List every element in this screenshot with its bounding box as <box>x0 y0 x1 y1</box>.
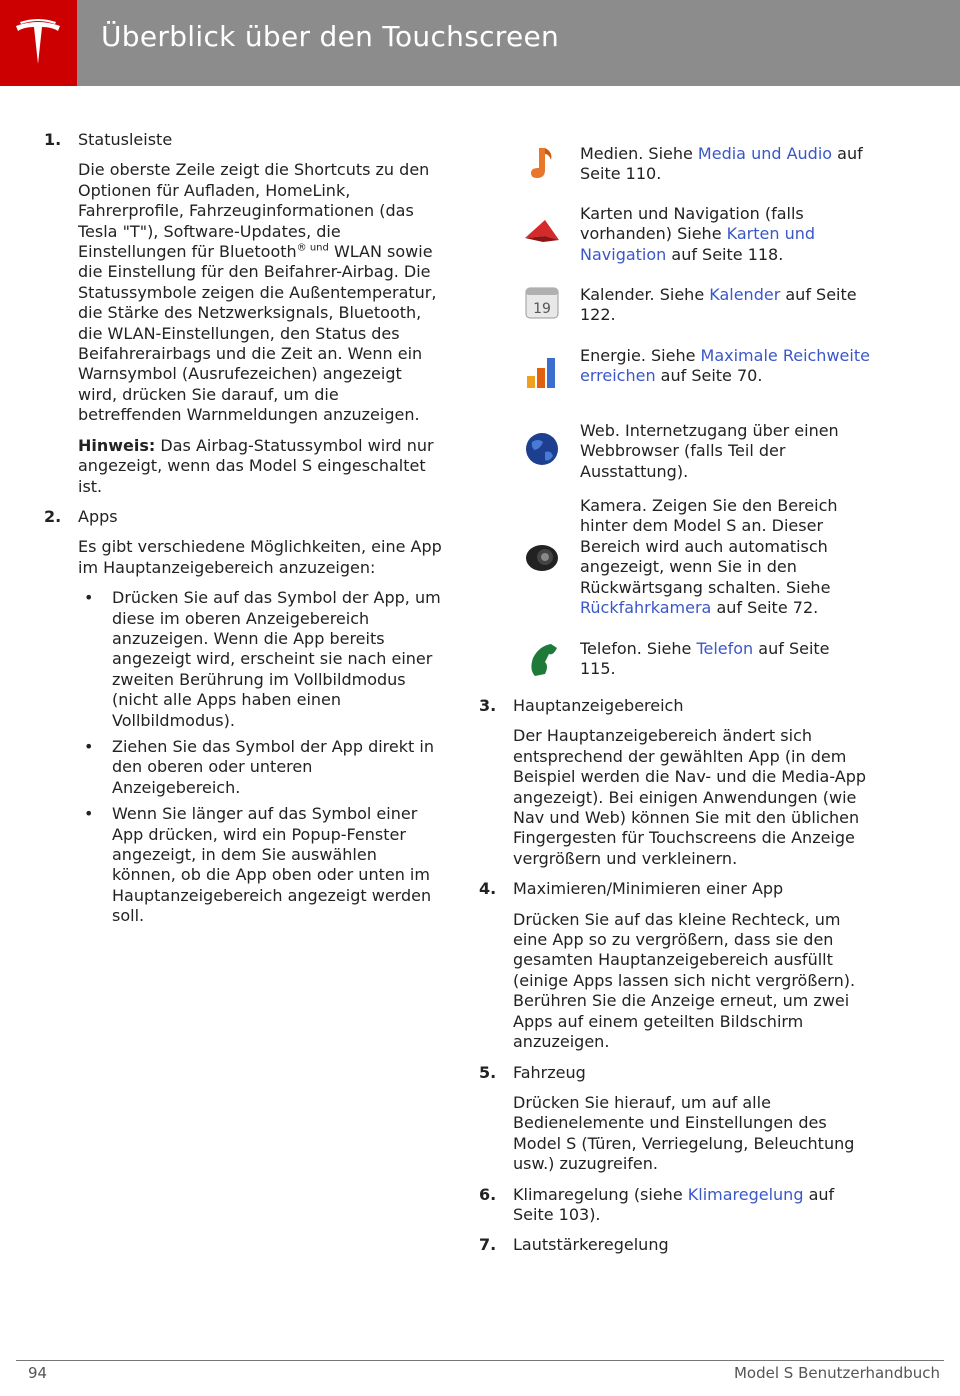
bullet-icon: • <box>84 736 94 756</box>
bullet-icon: • <box>84 804 94 824</box>
link-karten-navigation[interactable]: Karten und Navigation <box>580 224 815 264</box>
item-description: Drücken Sie hierauf, um auf alle Bedienelemente und Einstellungen des Model S (Türen, Verriegelung, Beleuchtung usw.) zuzugreifen. <box>513 1092 855 1174</box>
item-title: Maximieren/Minimieren einer App <box>513 879 784 899</box>
item-number: 2. <box>44 506 62 526</box>
app-description-camera: Kamera. Zeigen Sie den Bereich hinter dem Model S an. Dieser Bereich wird auch automatisch angezeigt, wenn Sie in den Rückwärtsgang schalten. Siehe Rückfahrkamera auf Seite 72. <box>580 496 838 618</box>
item-title: Klimaregelung (siehe Klimaregelung auf Seite 103). <box>513 1184 835 1224</box>
page-header <box>0 0 960 86</box>
item-description: Der Hauptanzeigebereich ändert sich entsprechend der gewählten App (in dem Beispiel werden die Nav- und die Media-App angezeigt). Bei einigen Anwendungen (wie Nav und Web) können Sie mit den üblichen Fingergesten für Touchscreens die Anzeige vergrößern und verkleinern. <box>513 726 867 868</box>
item-description: Es gibt verschiedene Möglichkeiten, eine App im Hauptanzeigebereich anzuzeigen: <box>78 537 442 577</box>
item-number: 7. <box>479 1235 497 1255</box>
item-description: Drücken Sie auf das kleine Rechteck, um eine App so zu vergrößern, dass sie den gesamten Hauptanzeigebereich ausfüllt (einige Apps lassen sich nicht vergrößern). Berühren Sie die Anzeige erneut, um zwei Apps auf einem geteilten Bildschirm anzuzeigen. <box>513 909 856 1052</box>
bullet-item: • Wenn Sie länger auf das Symbol einer App drücken, wird ein Popup-Fenster angezeigt, in dem Sie auswählen können, ob die App oben oder unten im Hauptanzeigebereich angezeigt werden soll. <box>84 804 432 926</box>
item-number: 1. <box>44 130 62 149</box>
page-title: Überblick über den Touchscreen <box>101 20 560 53</box>
left-column <box>44 130 444 937</box>
link-kalender[interactable]: Kalender <box>709 285 781 304</box>
list-item-hauptanzeigebereich <box>479 696 879 869</box>
item-number: 6. <box>479 1184 497 1204</box>
item-title: Statusleiste <box>78 130 173 149</box>
app-description-media: Medien. Siehe Media und Audio auf Seite 110. <box>580 144 863 184</box>
bullet-icon: • <box>84 588 94 608</box>
bullet-list <box>78 588 444 927</box>
list-item-klimaregelung <box>479 1185 879 1226</box>
link-telefon[interactable]: Telefon <box>696 639 754 658</box>
list-item-statusleiste <box>44 130 444 497</box>
item-number: 5. <box>479 1062 497 1082</box>
list-item-fahrzeug <box>479 1063 879 1175</box>
footer-divider <box>16 1360 944 1361</box>
brand-logo <box>0 0 77 86</box>
bullet-item: • Drücken Sie auf das Symbol der App, um diese im oberen Anzeigebereich anzuzeigen. Wenn die App bereits angezeigt wird, erscheint sie nach einer zweiten Berührung im Vollbildmodus (nicht alle Apps haben einen Vollbildmodus). <box>84 588 441 730</box>
list-item-maximieren <box>479 879 879 1052</box>
app-description-navigation: Karten und Navigation (falls vorhanden) Siehe Karten und Navigation auf Seite 118. <box>580 204 815 264</box>
item-number: 3. <box>479 696 497 715</box>
link-rueckfahrkamera[interactable]: Rückfahrkamera <box>580 598 712 618</box>
list-item-lautstaerke <box>479 1235 879 1255</box>
list-item-apps <box>44 507 444 927</box>
link-klimaregelung[interactable]: Klimaregelung <box>687 1184 804 1204</box>
camera-icon <box>523 538 561 576</box>
item-title: Fahrzeug <box>513 1062 586 1082</box>
item-number: 4. <box>479 879 497 899</box>
navigation-icon <box>523 214 561 252</box>
app-description-web: Web. Internetzugang über einen Webbrowser (falls Teil der Ausstattung). <box>580 421 839 481</box>
app-description-energy: Energie. Siehe Maximale Reichweite erreichen auf Seite 70. <box>580 346 870 386</box>
link-media-audio[interactable]: Media und Audio <box>697 144 833 163</box>
item-description: Die oberste Zeile zeigt die Shortcuts zu den Optionen für Aufladen, HomeLink, Fahrerprofile, Fahrzeuginformationen (das Tesla "T"), Software-Updates, die Einstellungen für Bluetooth$^{® und}$ WLAN sowie die Einstellung für den Beifahrer-Airbag. Die Statussymbole zeigen die Außentemperatur, die Stärke des Netzwerksignals, Bluetooth, die WLAN-Einstellungen, den Status des Beifahrerairbags und die Zeit an. Wenn ein Warnsymbol (Ausrufezeichen) angezeigt wird, drücken Sie darauf, um die betreffenden Warnmeldungen anzuzeigen. <box>78 160 437 425</box>
right-column <box>479 696 879 1266</box>
item-title: Apps <box>78 506 118 526</box>
link-maximale-reichweite[interactable]: Maximale Reichweite erreichen <box>580 346 870 386</box>
calendar-day: 19 <box>533 301 551 317</box>
tesla-logo-icon <box>12 18 64 70</box>
page-number: 94 <box>28 1364 48 1382</box>
note: Hinweis: Das Airbag-Statussymbol wird nur angezeigt, wenn das Model S eingeschaltet ist. <box>78 435 434 496</box>
app-description-phone: Telefon. Siehe Telefon auf Seite 115. <box>580 639 830 679</box>
music-note-icon <box>523 144 561 182</box>
phone-icon <box>523 640 561 678</box>
app-description-calendar: Kalender. Siehe Kalender auf Seite 122. <box>580 285 857 325</box>
calendar-icon <box>523 284 561 322</box>
item-title: Lautstärkeregelung <box>513 1235 669 1255</box>
globe-icon <box>523 430 561 468</box>
manual-title: Model S Benutzerhandbuch <box>733 1364 940 1382</box>
item-title: Hauptanzeigebereich <box>513 696 684 715</box>
bullet-item: • Ziehen Sie das Symbol der App direkt in den oberen oder unteren Anzeigebereich. <box>84 736 434 797</box>
energy-chart-icon <box>523 352 561 390</box>
